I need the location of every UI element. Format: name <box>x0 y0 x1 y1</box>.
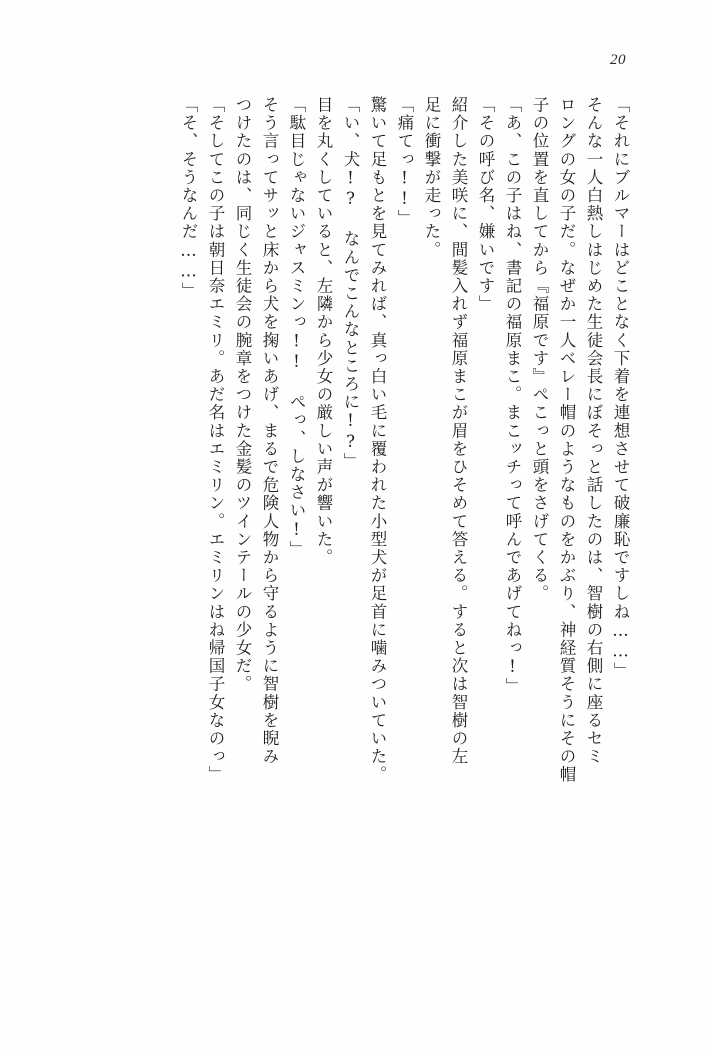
text-column: 「そしてこの子は朝日奈エミリ。あだ名はエミリン。エミリンはね帰国子女なのっ」 <box>206 96 225 784</box>
text-column: 「その呼び名、嫌いです」 <box>476 96 495 314</box>
text-column: 驚いて足もとを見てみれば、真っ白い毛に覆われた小型犬が足首に噛みついていた。 <box>368 96 387 784</box>
text-column: 子の位置を直してから『福原です』ぺこっと頭をさげてくる。 <box>530 96 549 603</box>
text-column: ロングの女の子だ。なぜか一人ベレー帽のようなものをかぶり、神経質そうにその帽 <box>557 96 576 784</box>
text-column: そう言ってサッと床から犬を掬いあげ、まるで危険人物から守るように智樹を睨み <box>260 96 279 766</box>
text-column: 「駄目じゃないジャスミンっ!! ぺっ、しなさい!」 <box>287 96 306 559</box>
vertical-text-block <box>80 96 632 976</box>
text-column: つけたのは、同じく生徒会の腕章をつけた金髪のツインテールの少女だ。 <box>233 96 252 694</box>
page-number: 20 <box>610 52 626 68</box>
text-column: 紹介した美咲に、間髪入れず福原まこが眉をひそめて答える。すると次は智樹の左 <box>449 96 468 766</box>
text-column: 「痛てっ!!」 <box>395 96 414 228</box>
text-column: 「それにブルマーはどことなく下着を連想させて破廉恥ですしね……」 <box>611 96 630 681</box>
text-column: 足に衝撃が走った。 <box>422 96 441 259</box>
text-column: 「そ、そうなんだ……」 <box>179 96 198 301</box>
text-column: 「あ、この子はね、書記の福原まこ。まこッチって呼んであげてねっ!」 <box>503 96 522 696</box>
text-column: 目を丸くしていると、左隣から少女の厳しい声が響いた。 <box>314 96 333 567</box>
text-column: そんな一人白熱しはじめた生徒会長にぼそっと話したのは、智樹の右側に座るセミ <box>584 96 603 766</box>
text-column: 「い、犬!? なんでこんなところに!?」 <box>341 96 360 471</box>
